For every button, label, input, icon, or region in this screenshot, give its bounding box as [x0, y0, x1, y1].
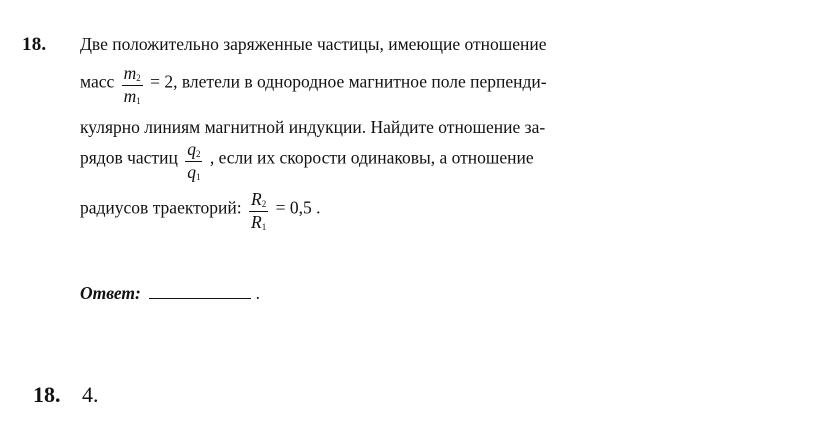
answer-blank[interactable]: [149, 284, 251, 299]
line-5-end: = 0,5 .: [275, 197, 321, 218]
line-2-start: масс: [80, 71, 115, 92]
line-4-end: , если их скорости одинаковы, а отношение: [209, 147, 534, 168]
solution-value: 4.: [82, 382, 99, 407]
line-5-start: радиусов траекторий:: [80, 197, 242, 218]
line-2-end: = 2, влетели в однородное магнитное поле перпенди-: [150, 71, 547, 92]
charge-ratio-denominator-sub: 1: [195, 172, 201, 182]
solution-number: 18.: [33, 382, 61, 407]
mass-ratio-numerator: m: [123, 63, 137, 83]
radius-ratio-fraction: [249, 191, 268, 232]
mass-ratio-denominator: m: [123, 86, 137, 106]
charge-ratio-fraction: [185, 141, 202, 182]
mass-ratio-numerator-sub: 2: [136, 73, 141, 83]
mass-ratio-fraction: [122, 65, 143, 106]
problem-text-line-3: кулярно линиям магнитной индукции. Найдите отношение за-: [80, 117, 546, 137]
answer-label: Ответ:: [80, 283, 141, 303]
charge-ratio-numerator-sub: 2: [195, 149, 201, 159]
problem-text-line-4: [80, 139, 534, 180]
mass-ratio-denominator-sub: 1: [136, 96, 141, 106]
charge-ratio-numerator: q: [187, 139, 196, 159]
charge-ratio-denominator: q: [187, 162, 196, 182]
radius-ratio-denominator-sub: 1: [261, 222, 267, 232]
radius-ratio-denominator: R: [251, 212, 262, 232]
problem-text-line-2: [80, 63, 547, 104]
radius-ratio-numerator-sub: 2: [261, 199, 267, 209]
solution-line: [33, 382, 99, 408]
problem-text-line-1: Две положительно заряженные частицы, имеющие отношение: [80, 34, 547, 54]
answer-end: .: [255, 283, 260, 303]
answer-prompt: [80, 284, 260, 303]
problem-number: 18.: [22, 34, 47, 55]
problem-text-line-5: [80, 189, 320, 230]
line-4-start: рядов частиц: [80, 147, 178, 168]
radius-ratio-numerator: R: [251, 189, 262, 209]
